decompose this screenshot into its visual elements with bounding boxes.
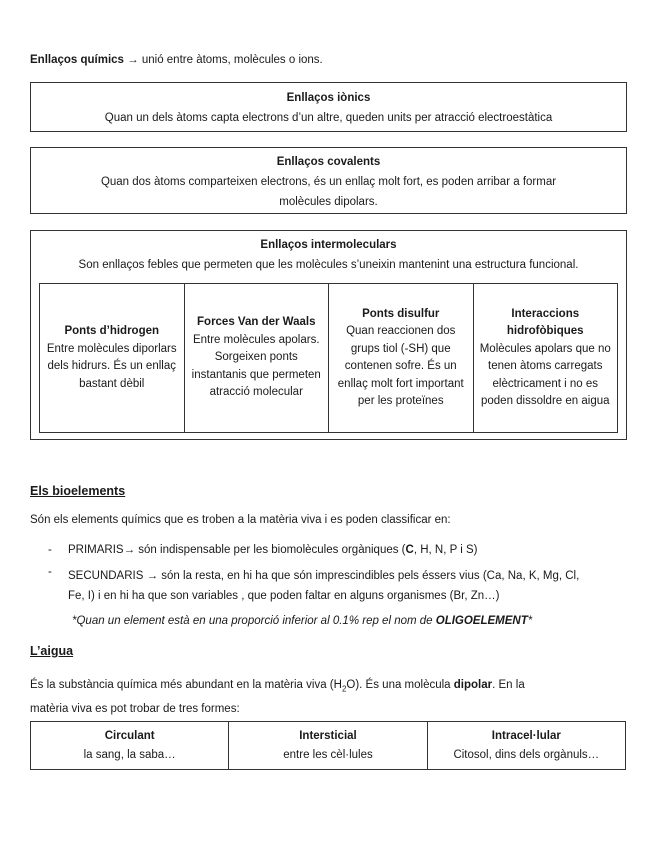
cell-text: Quan reaccionen dos grups tiol (-SH) que contenen sofre. És un enllaç molt fort important per les proteïnes: [337, 325, 464, 407]
primaris-line: [68, 544, 478, 556]
ionic-box: [30, 82, 627, 132]
table-cell: [329, 284, 474, 432]
water-form-text: Citosol, dins dels orgànuls…: [453, 749, 600, 761]
cell-title: Ponts disulfur: [362, 307, 440, 320]
cell-text: Molècules apolars que no tenen àtoms carregats elèctricament i no es poden dissoldre en aigua: [479, 342, 611, 407]
ionic-title: Enllaços iònics: [286, 92, 371, 104]
secundaris-line-2: Fe, I) i en hi ha que son variables , que poden faltar en alguns organismes (Br, Zn…): [68, 590, 500, 602]
water-forms-table: [30, 721, 626, 770]
aigua-line-1-end: . En la: [492, 679, 525, 691]
aigua-line-2: matèria viva es pot trobar de tres formes:: [30, 703, 240, 716]
covalent-text-1: Quan dos àtoms comparteixen electrons, és un enllaç molt fort, es poden arribar a formar: [100, 176, 557, 188]
cell-title: Ponts d’hidrogen: [64, 325, 160, 337]
note-end: *: [527, 615, 533, 627]
table-cell: [474, 284, 618, 432]
intermolecular-box: [30, 230, 627, 440]
secundaris-bullet: -: [48, 566, 52, 578]
primaris-carbon: C: [405, 544, 414, 556]
note-text: *Quan un element està en una proporció inferior al 0.1% rep el nom de: [72, 615, 436, 627]
covalent-text-2: molècules dipolars.: [279, 196, 378, 208]
bioelements-heading: Els bioelements: [30, 484, 126, 498]
cell-text: Entre molècules diporlars dels hidrurs. És un enllaç bastant dèbil: [46, 342, 177, 390]
oligoelement-note: [72, 615, 532, 627]
table-cell: [40, 284, 185, 432]
water-form-cell: [31, 722, 229, 769]
secundaris-text: [68, 566, 579, 606]
water-form-text: entre les cèl·lules: [283, 749, 373, 761]
aigua-dipolar: dipolar: [453, 679, 493, 691]
water-form-title: Intersticial: [299, 730, 357, 742]
intermolecular-title: Enllaços intermoleculars: [260, 239, 397, 251]
intro-line: [30, 54, 323, 66]
aigua-heading: L’aigua: [30, 644, 74, 658]
aigua-line-1-mid: O). És una molècula: [346, 679, 454, 691]
water-form-cell: [428, 722, 625, 769]
note-term: OLIGOELEMENT: [435, 615, 528, 627]
covalent-title: Enllaços covalents: [276, 156, 381, 168]
intermolecular-text: Son enllaços febles que permeten que les molècules s’uneixin mantenint una estructura funcional.: [78, 259, 579, 271]
primaris-text: PRIMARIS→ són indispensable per les biomolècules orgàniques (: [68, 544, 406, 556]
primaris-bullet: -: [48, 544, 52, 556]
water-form-text: la sang, la saba…: [83, 749, 176, 761]
intro-term: Enllaços químics: [30, 54, 124, 66]
cell-title: Forces Van der Waals: [197, 316, 316, 329]
water-form-title: Circulant: [104, 730, 155, 742]
cell-text: Entre molècules apolars. Sorgeixen ponts instantanis que permeten atracció molecular: [191, 333, 321, 399]
aigua-text: [30, 675, 630, 719]
intermolecular-table: [39, 283, 618, 433]
primaris-elements: , H, N, P i S): [413, 544, 478, 556]
ionic-text: Quan un dels àtoms capta electrons d’un altre, queden units per atracció electroestàtica: [104, 112, 553, 124]
cell-title: Interaccions hidrofòbiques: [506, 307, 584, 337]
intro-definition: → unió entre àtoms, molècules o ions.: [123, 54, 323, 66]
bioelements-intro: Són els elements químics que es troben a la matèria viva i es poden classificar en:: [30, 514, 451, 526]
secundaris-line-1: SECUNDARIS → són la resta, en hi ha que són imprescindibles pels éssers vius (Ca, Na, K, Mg, Cl,: [68, 570, 580, 582]
aigua-subscript: 2: [341, 684, 347, 694]
covalent-box: [30, 147, 627, 214]
water-form-title: Intracel·lular: [491, 730, 561, 742]
table-cell: [185, 284, 330, 432]
water-form-cell: [229, 722, 427, 769]
aigua-line-1: És la substància química més abundant en la matèria viva (H: [30, 679, 342, 691]
